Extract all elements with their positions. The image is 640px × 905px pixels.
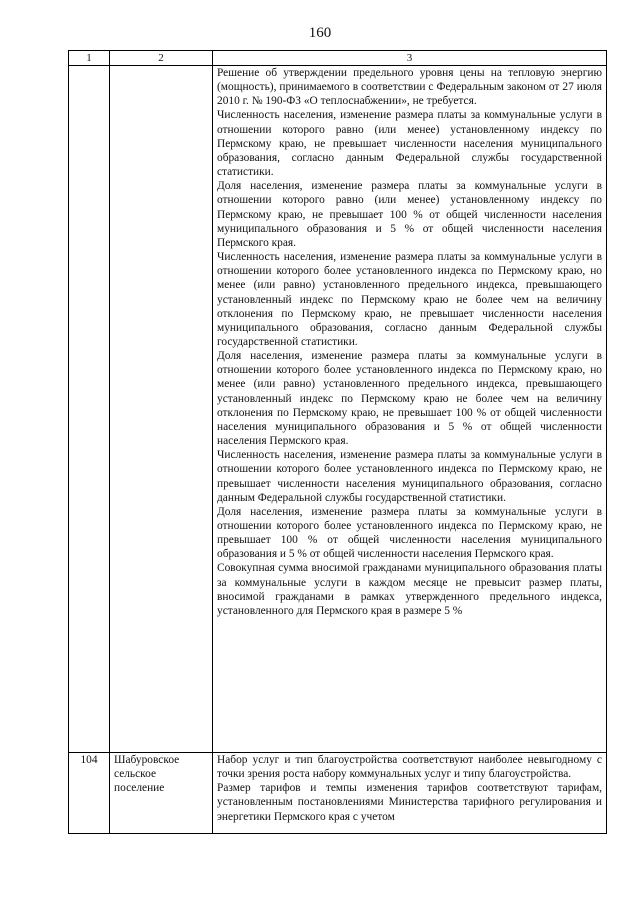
paragraph: Доля населения, изменение размера платы за коммунальные услуги в отношении которого равно (или менее) установленному индексу по Пермскому краю, не превышает 100 % от общей численности населения муниципального образования и 5 % от общей численности населения Пермского края.	[217, 180, 602, 249]
paragraph: Решение об утверждении предельного уровня цены на тепловую энергию (мощность), принимаемого в соответствии с Федеральным законом от 27 июля 2010 г. № 190-ФЗ «О теплоснабжении», не требуется.	[217, 67, 602, 108]
paragraph: Численность населения, изменение размера платы за коммунальные услуги в отношении которого более установленного индекса по Пермскому краю, но менее (или равно) установленного предельного индекса, превышающего установленный индекс по Пермскому краю не более чем на величину отклонения по Пермскому краю, не превышает численности населения муниципального образования, согласно данным Федеральной службы государственной статистики.	[217, 251, 602, 348]
paragraph: Доля населения, изменение размера платы за коммунальные услуги в отношении которого более установленного индекса по Пермскому краю, но менее (или равно) установленного предельного индекса, превышающего установленный индекс по Пермскому краю не более чем на величину отклонения по Пермскому краю, не превышает 100 % от общей численности населения муниципального образования и 5 % от общей численности населения Пермского края.	[217, 350, 602, 448]
row-number: 104	[69, 753, 110, 834]
table-header-row	[69, 51, 607, 66]
table-row-continuation	[69, 66, 607, 753]
paragraph: Совокупная сумма вносимой гражданами муниципального образования платы за коммунальные услуги в каждом месяце не превысит размер платы, вносимой гражданами в рамках утвержденного предельного индекса, установленного для Пермского края в размере 5 %	[217, 562, 602, 617]
paragraph: Набор услуг и тип благоустройства соответствуют наиболее невыгодному с точки зрения роста набору коммунальных услуг и типу благоустройства.	[217, 754, 602, 781]
paragraph: Доля населения, изменение размера платы за коммунальные услуги в отношении которого более установленного индекса по Пермскому краю, не превышает 100 % от общей численности населения муниципального образования и 5 % от общей численности населения Пермского края.	[217, 505, 602, 561]
paragraph: Размер тарифов и темпы изменения тарифов соответствуют тарифам, установленным постановлениями Министерства тарифного регулирования и энергетики Пермского края с учетом	[217, 782, 602, 823]
cell-conditions	[213, 66, 607, 753]
cell-name-empty	[110, 66, 213, 753]
paragraph: Численность населения, изменение размера платы за коммунальные услуги в отношении которого равно (или менее) установленному индексу по Пермскому краю, не превышает численности населения муниципального образования, согласно данным Федеральной службы государственной статистики.	[217, 109, 602, 179]
document-table	[68, 50, 607, 834]
cell-number-empty	[69, 66, 110, 753]
conditions-text-104	[213, 753, 606, 824]
page-number: 160	[308, 25, 332, 41]
settlement-name: Шабуровское сельское поселение	[114, 754, 180, 795]
column-header-3: 3	[213, 51, 607, 66]
paragraph: Численность населения, изменение размера платы за коммунальные услуги в отношении которого более установленного индекса по Пермскому краю, не превышает численности населения муниципального образования, согласно данным Федеральной службы государственной статистики.	[217, 449, 602, 504]
column-header-1: 1	[69, 51, 110, 66]
conditions-text	[213, 66, 606, 618]
table-row-104	[69, 753, 607, 834]
cell-conditions-104	[213, 753, 607, 834]
column-header-2: 2	[110, 51, 213, 66]
cell-settlement-name	[110, 753, 213, 834]
